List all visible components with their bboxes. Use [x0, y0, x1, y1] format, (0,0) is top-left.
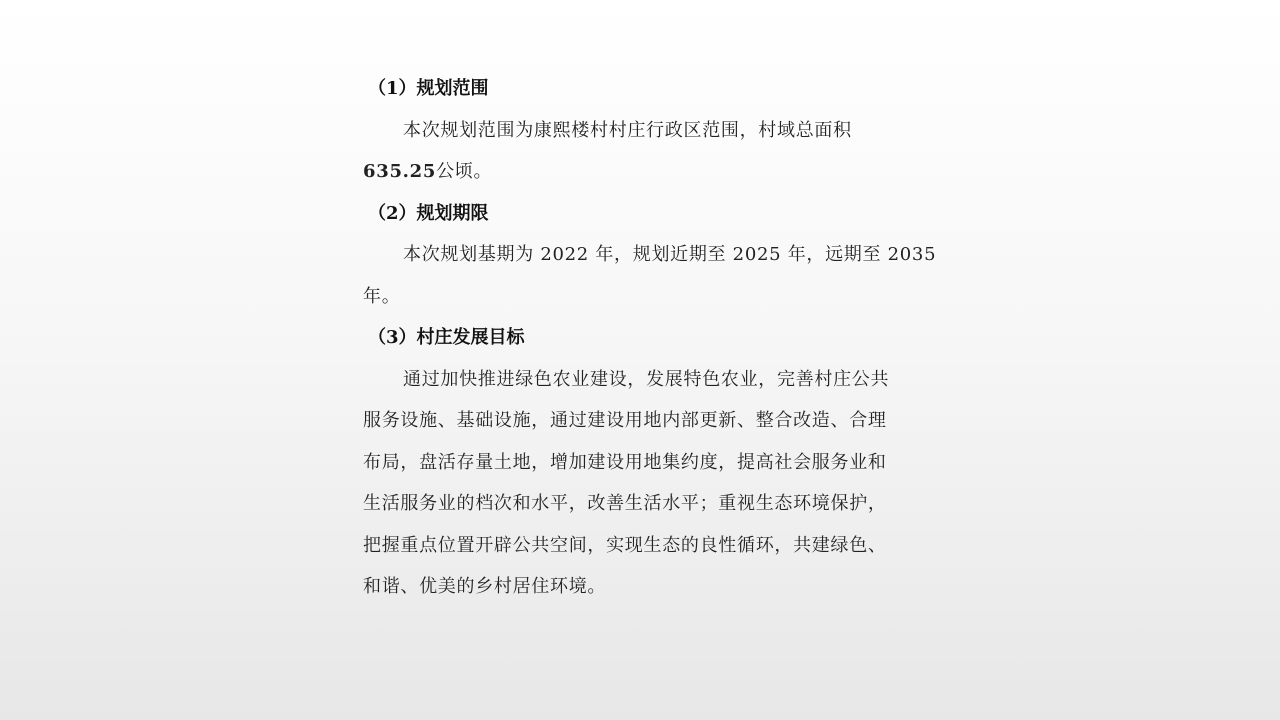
body-line: 生活服务业的档次和水平，改善生活水平；重视生态环境保护， — [363, 493, 887, 514]
body-line: 本次规划基期为 2022 年，规划近期至 2025 年，远期至 2035 — [403, 244, 937, 265]
section-heading-goals: （3）村庄发展目标 — [368, 327, 525, 348]
area-value: 635.25 — [363, 161, 437, 182]
body-line: 布局，盘活存量土地，增加建设用地集约度，提高社会服务业和 — [363, 451, 887, 473]
body-line-area — [363, 151, 916, 193]
area-unit-text: 公顷。 — [436, 161, 493, 182]
body-line: 本次规划范围为康熙楼村村庄行政区范围，村域总面积 — [403, 119, 852, 141]
section-heading-scope: （1）规划范围 — [368, 78, 489, 99]
body-line: 和谐、优美的乡村居住环境。 — [363, 576, 607, 597]
section-body-goals — [363, 359, 916, 608]
body-line: 年。 — [363, 285, 401, 307]
body-line: 通过加快推进绿色农业建设，发展特色农业，完善村庄公共 — [403, 368, 890, 390]
section-heading-period: （2）规划期限 — [368, 202, 489, 224]
body-line: 服务设施、基础设施，通过建设用地内部更新、整合改造、合理 — [363, 410, 887, 431]
section-body-period — [363, 234, 937, 317]
body-line: 把握重点位置开辟公共空间，实现生态的良性循环，共建绿色、 — [363, 534, 887, 556]
document-body — [363, 68, 937, 608]
section-body-scope — [363, 110, 916, 193]
